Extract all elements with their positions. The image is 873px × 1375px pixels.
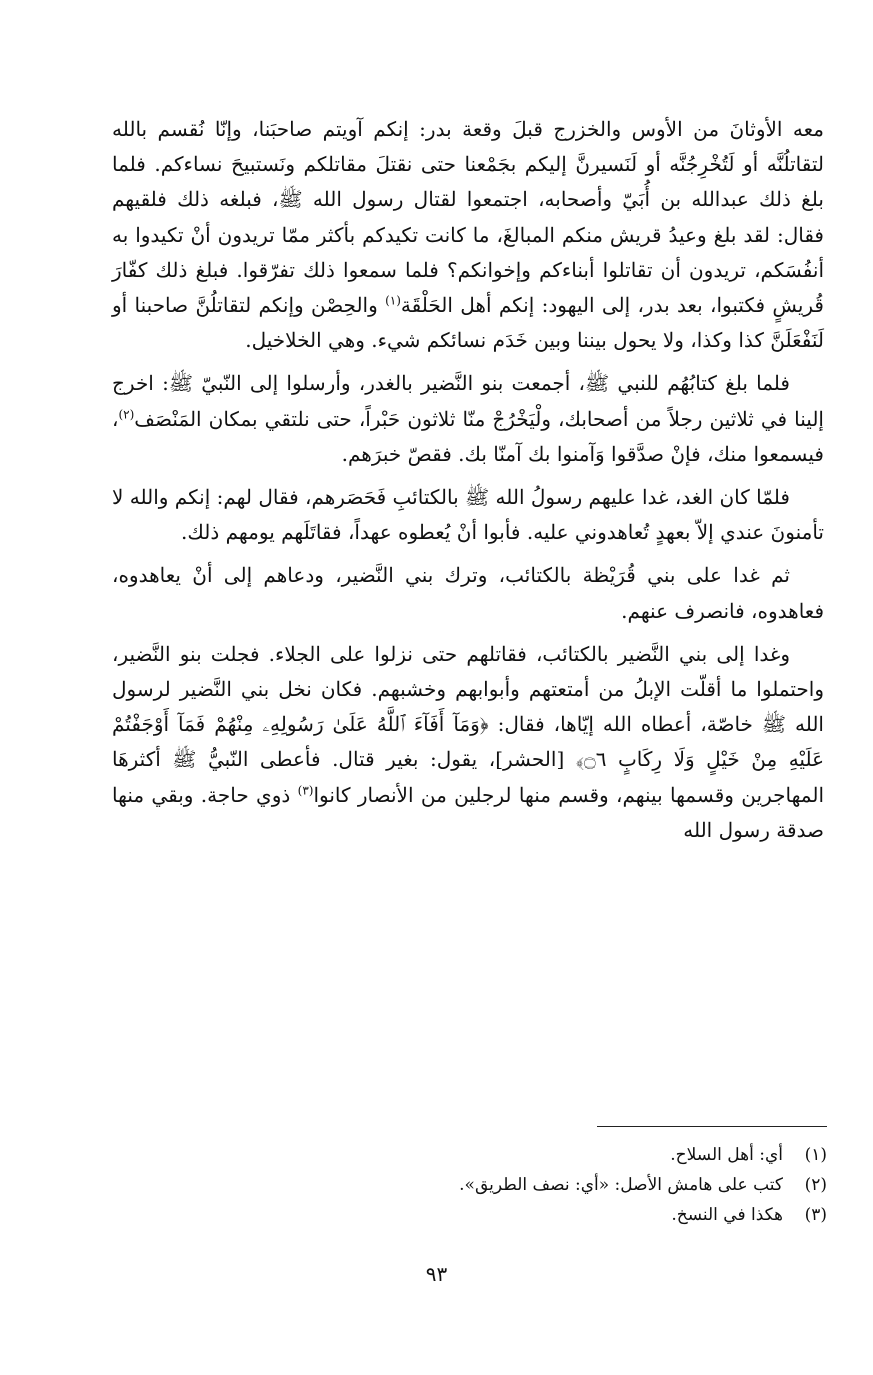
paragraph-5: وغدا إلى بني النَّضير بالكتائب، فقاتلهم حتى نزلوا على الجلاء. فجلت بنو النَّضير، واحتملوا ما أقلّت الإبلُ من أمتعتهم وأبوابهم وخشبهم. فكان نخل بني النَّضير لرسول الله ﷺ خاصّة، أعطاه الله إيّاها، فقال: ﴿وَمَآ أَفَآءَ ٱللَّهُ عَلَىٰ رَسُولِهِۦ مِنْهُمْ فَمَآ أَوْجَفْتُمْ عَلَيْهِ مِنْ خَيْلٍ وَلَا رِكَابٍ ۝٦﴾ [الحشر]، يقول: بغير قتال. فأعطى النّبيُّ ﷺ أكثرهَا المهاجرين وقسمها بينهم، وقسم منها لرجلين من الأنصار كانوا$^{(٣)}$ ذوي حاجة. وبقي منها صدقة رسول الله xyxy=(112,641,825,842)
footnote-2: (٢)كتب على هامش الأصل: «أي: نصف الطريق». xyxy=(459,1175,827,1195)
paragraph-2: فلما بلغ كتابُهُم للنبي ﷺ، أجمعت بنو النَّضير بالغدر، وأرسلوا إلى النّبيّ ﷺ: اخرج إلينا في ثلاثين رجلاً من أصحابك، ولْيَخْرُجْ منّا ثلاثون حَبْراً، حتى نلتقي بمكان المَنْصَف$^{(٢)}$، فيسمعوا منك، فإنْ صدَّقوا وَآمنوا بك آمنّا بك. فقصّ خبرَهم. xyxy=(112,371,824,466)
footnotes xyxy=(227,1140,827,1230)
page-number: ٩٣ xyxy=(425,1262,448,1286)
footnote-ref-1: (١) xyxy=(385,293,401,308)
footnote-1: (١)أي: أهل السلاح. xyxy=(670,1145,827,1165)
footnote-3: (٣)هكذا في النسخ. xyxy=(671,1205,827,1225)
footnote-ref-2: (٢) xyxy=(118,406,135,421)
paragraph-4: ثم غدا على بني قُرَيْظة بالكتائب، وترك بني النَّضير، ودعاهم إلى أنْ يعاهدوه، فعاهدوه، فانصرف عنهم. xyxy=(112,563,824,623)
paragraph-1: معه الأوثانَ من الأوس والخزرج قبلَ وقعة بدر: إنكم آويتم صاحبَنا، وإنّا نُقسم بالله لتقاتلُنَّه أو لَتُخْرِجُنَّه أو لَنَسيرنَّ إليكم بجَمْعنا حتى نقتلَ مقاتلكم ونَستبيحَ نساءكم. فلما بلغ ذلك عبدالله بن أُبَيّ وأصحابه، اجتمعوا لقتال رسول الله ﷺ، فبلغه ذلك فلقيهم فقال: لقد بلغ وعيدُ قريش منكم المبالغَ، ما كانت تكيدكم بأكثر ممّا تريدون أنْ تكيدوا به أنفُسَكم، تريدون أن تقاتلوا أبناءكم وإخوانكم؟ فلما سمعوا ذلك تفرّقوا. فبلغ ذلك كفّارَ قُريشٍ فكتبوا، بعد بدر، إلى اليهود: إنكم أهل الحَلْقَة$^{(١)}$ والحِصْن وإنكم لتقاتلُنَّ صاحبنا أو لَنَفْعَلَنَّ كذا وكذا، ولا يحول بيننا وبين خَدَم نسائكم شيء. وهي الخلاخيل. xyxy=(112,117,824,353)
main-text xyxy=(112,112,824,856)
footnote-ref-3: (٣) xyxy=(297,783,314,797)
paragraph-3: فلمّا كان الغد، غدا عليهم رسولُ الله ﷺ بالكتائبِ فَحَصَرهم، فقال لهم: إنكم والله لا تأمنونَ عندي إلاّ بعهدٍ تُعاهدوني عليه. فأبوا أنْ يُعطوه عهداً، فقاتَلَهم يومهم ذلك. xyxy=(112,485,824,545)
footnote-divider xyxy=(597,1126,827,1127)
